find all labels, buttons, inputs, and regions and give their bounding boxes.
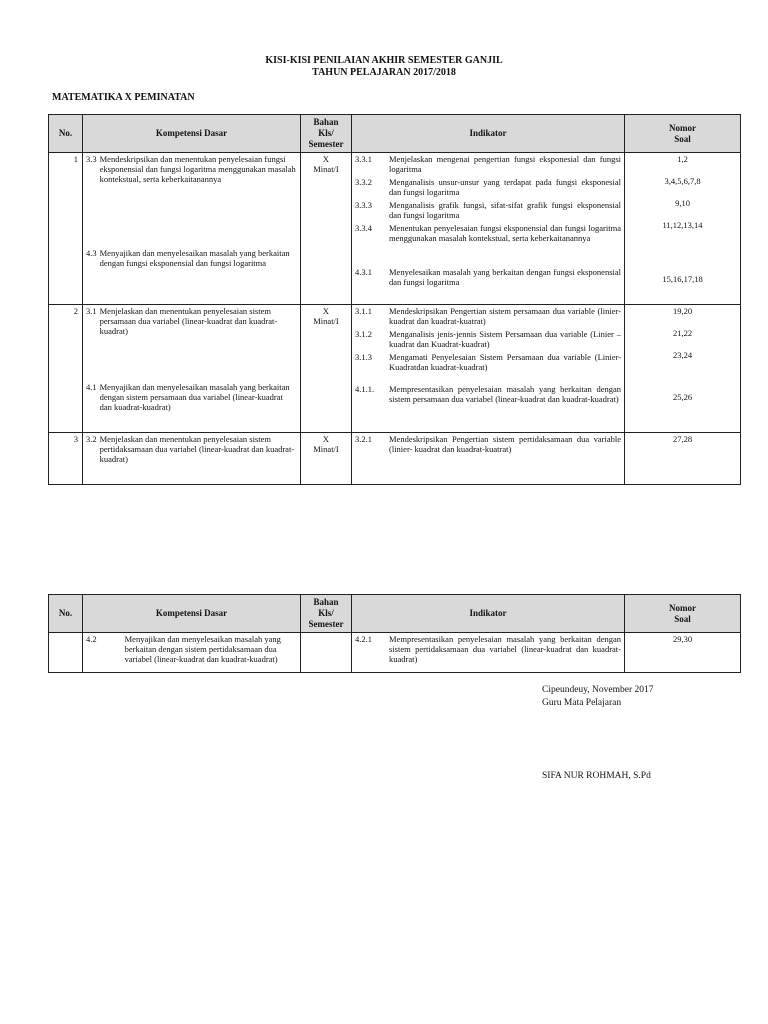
indicator-text: Menjelaskan mengenai pengertian fungsi eksponesial dan fungsi logaritma: [389, 154, 621, 174]
bahan-cell: [301, 633, 352, 673]
kd-text: Menjelaskan dan menentukan penyelesaian sistem pertidaksamaan dua variabel (linear-kuadrat dan kuadrat-kuadrat): [99, 434, 295, 464]
bahan-cell: X Minat/I: [301, 433, 352, 485]
table-row: [49, 433, 741, 485]
kd-number: 3.3: [86, 154, 97, 164]
indicator-text: Mengamati Penyelesaian Sistem Persamaan dua variable (Linier- Kuadratdan kuadrat-kuadrat): [389, 352, 621, 372]
table-header-row: [49, 595, 741, 633]
kd-text: Menyajikan dan menyelesaikan masalah yang berkaitan dengan sistem persamaan dua variabel (linear-kuadrat dan kuadrat-kuadrat): [99, 382, 290, 412]
table-row: [49, 633, 741, 673]
indicator-number: 4.3.1: [355, 267, 372, 277]
indicator-item: [355, 329, 621, 351]
subject-heading: MATEMATIKA X PEMINATAN: [52, 92, 195, 103]
indicator-number: 4.2.1: [355, 634, 372, 644]
kompetensi-cell: [83, 633, 301, 673]
indicator-item: [355, 267, 621, 287]
soal-numbers: 9,10: [675, 198, 690, 208]
kd-item: [86, 634, 297, 664]
kd-item: [86, 306, 297, 336]
indicator-text: Mempresentasikan penyelesaian masalah yang berkaitan dengan sistem pertidaksamaan dua variabel (linear-kuadrat dan kuadrat-kuadrat): [389, 634, 621, 664]
nomor-soal-cell: [625, 433, 741, 485]
indicator-text: Menyelesaikan masalah yang berkaitan dengan fungsi eksponensial dan fungsi logaritma: [389, 267, 621, 287]
soal-numbers: 25,26: [672, 392, 693, 402]
col-header-bahan: Bahan Kls/ Semester: [301, 115, 352, 153]
col-header-kompetensi: Kompetensi Dasar: [83, 595, 301, 633]
indikator-cell: [352, 433, 625, 485]
indicator-number: 3.1.2: [355, 329, 372, 339]
col-header-kompetensi: Kompetensi Dasar: [83, 115, 301, 153]
kd-number: 3.1: [86, 306, 97, 316]
nomor-soal-cell: [625, 305, 741, 433]
indicator-item: [355, 200, 621, 222]
kd-item: [86, 434, 297, 464]
kd-text: Menjelaskan dan menentukan penyelesaian sistem persamaan dua variabel (linear-kuadrat dan kuadrat-kuadrat): [99, 306, 278, 336]
kisi-kisi-table-2: [48, 594, 741, 673]
indicator-number: 3.3.1: [355, 154, 372, 164]
indicator-text: Mempresentasikan penyelesaian masalah yang berkaitan dengan sistem persamaan dua variabel (linear-kuadrat dan kuadrat-kuadrat): [389, 384, 621, 404]
indicator-item: [355, 634, 621, 664]
indicator-item: [355, 352, 621, 374]
bahan-cell: X Minat/I: [301, 305, 352, 433]
table-header-row: [49, 115, 741, 153]
table-row: [49, 305, 741, 433]
signature-role: Guru Mata Pelajaran: [542, 698, 622, 708]
signature-name: SIFA NUR ROHMAH, S.Pd: [542, 771, 651, 781]
soal-numbers: 3,4,5,6,7,8: [664, 176, 701, 186]
signature-place-date: Cipeundeuy, November 2017: [542, 685, 654, 695]
indicator-item: [355, 306, 621, 328]
indicator-text: Mendeskripsikan Pengertian sistem pertidaksamaan dua variable (linier- kuadrat dan kuadrat-kuatrat): [389, 434, 621, 454]
kompetensi-cell: [83, 153, 301, 305]
soal-numbers: 29,30: [672, 634, 693, 644]
col-header-nomor-soal: Nomor Soal: [625, 595, 741, 633]
soal-numbers: 11,12,13,14: [662, 220, 703, 230]
indicator-item: [355, 384, 621, 404]
kd-item: [86, 154, 297, 184]
nomor-soal-cell: [625, 633, 741, 673]
indicator-text: Menganalisis unsur-unsur yang terdapat pada fungsi eksponesial dan fungsi logaritma: [389, 177, 621, 197]
col-header-no: No.: [49, 595, 83, 633]
soal-numbers: 21,22: [672, 328, 693, 338]
soal-numbers: 19,20: [672, 306, 693, 316]
kisi-kisi-table-1: [48, 114, 741, 485]
kd-number: 4.3: [86, 248, 97, 258]
bahan-cell: X Minat/I: [301, 153, 352, 305]
indicator-number: 3.2.1: [355, 434, 372, 444]
kd-number: 4.2: [86, 634, 97, 644]
soal-numbers: 1,2: [677, 154, 688, 164]
col-header-no: No.: [49, 115, 83, 153]
col-header-indikator: Indikator: [352, 595, 625, 633]
soal-numbers: 15,16,17,18: [662, 274, 703, 284]
kd-text: Mendeskripsikan dan menentukan penyelesaian fungsi eksponensial dan fungsi logaritma menggunakan masalah kontekstual, serta keberkaitanannya: [99, 154, 296, 184]
soal-numbers: 27,28: [672, 434, 693, 444]
indicator-item: [355, 177, 621, 199]
document-subtitle: TAHUN PELAJARAN 2017/2018: [312, 67, 456, 78]
kd-number: 3.2: [86, 434, 97, 444]
indicator-text: Menganalisis grafik fungsi, sifat-sifat grafik fungsi eksponensial dan fungsi logaritma: [389, 200, 621, 220]
row-number: 3: [49, 433, 83, 485]
indicator-text: Mendeskripsikan Pengertian sistem persamaan dua variable (linier- kuadrat dan kuadrat-kuatrat): [389, 306, 621, 326]
col-header-indikator: Indikator: [352, 115, 625, 153]
col-header-nomor-soal: Nomor Soal: [625, 115, 741, 153]
kd-item: [86, 382, 297, 412]
kd-text: Menyajikan dan menyelesaikan masalah yang berkaitan dengan fungsi eksponensial dan fungsi logaritma: [99, 248, 290, 268]
document-title: KISI-KISI PENILAIAN AKHIR SEMESTER GANJIL: [265, 55, 503, 66]
indicator-text: Menganalisis jenis-jennis Sistem Persamaan dua variable (Linier –kuadrat dan Kuadrat-kuadrat): [389, 329, 621, 349]
indikator-cell: [352, 305, 625, 433]
table-row: [49, 153, 741, 305]
indicator-number: 3.3.4: [355, 223, 372, 233]
kompetensi-cell: [83, 305, 301, 433]
indicator-number: 4.1.1.: [355, 384, 375, 394]
col-header-bahan: Bahan Kls/ Semester: [301, 595, 352, 633]
kompetensi-cell: [83, 433, 301, 485]
row-number: [49, 633, 83, 673]
kd-item: [86, 248, 297, 268]
indicator-item: [355, 434, 621, 454]
indikator-cell: [352, 633, 625, 673]
nomor-soal-cell: [625, 153, 741, 305]
indicator-number: 3.1.1: [355, 306, 372, 316]
indicator-item: [355, 154, 621, 176]
indicator-number: 3.1.3: [355, 352, 372, 362]
kd-text: Menyajikan dan menyelesaikan masalah yang berkaitan dengan sistem pertidaksamaan dua variabel (linear-kuadrat dan kuadrat-kuadrat): [124, 634, 281, 664]
soal-numbers: 23,24: [672, 350, 693, 360]
indikator-cell: [352, 153, 625, 305]
row-number: 1: [49, 153, 83, 305]
indicator-text: Menentukan penyelesaian fungsi eksponensial dan fungsi logaritma menggunakan masalah kontekstual, serta keberkaitanannya: [389, 223, 621, 243]
indicator-item: [355, 223, 621, 255]
kd-number: 4.1: [86, 382, 97, 392]
indicator-number: 3.3.3: [355, 200, 372, 210]
indicator-number: 3.3.2: [355, 177, 372, 187]
row-number: 2: [49, 305, 83, 433]
